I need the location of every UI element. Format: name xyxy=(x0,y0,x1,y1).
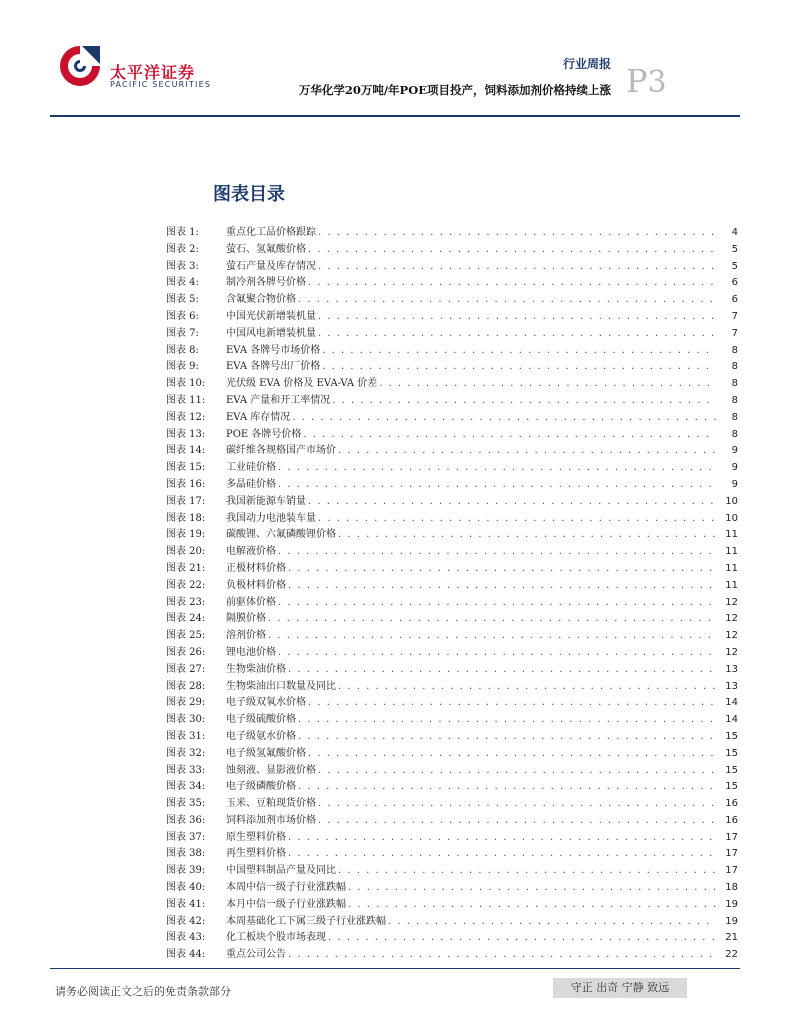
toc-leader-dots xyxy=(338,443,716,460)
toc-leader-dots xyxy=(268,628,716,645)
toc-item-label: 中国光伏新增装机量 xyxy=(226,310,316,322)
toc-item[interactable] xyxy=(166,343,738,360)
toc-item[interactable] xyxy=(166,947,738,964)
toc-item-label: 本周中信一级子行业涨跌幅 xyxy=(226,882,346,894)
toc-leader-dots xyxy=(322,343,716,360)
toc-item-label: 光伏级 EVA 价格及 EVA-VA 价差 xyxy=(226,378,378,390)
toc-item-label: EVA 库存情况 xyxy=(226,411,291,423)
toc-item[interactable] xyxy=(166,695,738,712)
toc-item[interactable] xyxy=(166,662,738,679)
toc-item-label: EVA 各牌号市场价格 xyxy=(226,344,321,356)
toc-leader-dots xyxy=(288,846,716,863)
toc-item[interactable] xyxy=(166,527,738,544)
toc-leader-dots xyxy=(308,275,716,292)
toc-item-page: 13 xyxy=(725,663,738,675)
toc-item-number: 图表 18: xyxy=(166,512,206,524)
toc-item-page: 12 xyxy=(725,613,738,625)
toc-item-number: 图表 31: xyxy=(166,730,206,742)
toc-item-number: 图表 2: xyxy=(166,243,199,255)
toc-item[interactable] xyxy=(166,494,738,511)
toc-item-number: 图表 29: xyxy=(166,697,206,709)
toc-item-label: 再生塑料价格 xyxy=(226,848,286,860)
toc-item-page: 9 xyxy=(731,478,738,490)
toc-leader-dots xyxy=(328,930,716,947)
toc-leader-dots xyxy=(332,393,716,410)
company-name-en: PACIFIC SECURITIES xyxy=(110,80,212,89)
toc-leader-dots xyxy=(318,813,716,830)
header-divider xyxy=(50,115,740,117)
toc-item-number: 图表 41: xyxy=(166,898,206,910)
toc-item-label: 本周基础化工下属三级子行业涨跌幅 xyxy=(226,915,386,927)
toc-item[interactable] xyxy=(166,460,738,477)
toc-item-label: POE 各牌号价格 xyxy=(226,428,302,440)
toc-item-label: 工业硅价格 xyxy=(226,462,276,474)
toc-item-number: 图表 15: xyxy=(166,462,206,474)
toc-leader-dots xyxy=(278,544,716,561)
toc-item-label: 化工板块个股市场表现 xyxy=(226,932,326,944)
toc-leader-dots xyxy=(322,359,716,376)
toc-item-label: 萤石产量及库存情况 xyxy=(226,260,316,272)
toc-leader-dots xyxy=(308,746,716,763)
toc-item[interactable] xyxy=(166,326,738,343)
toc-item-page: 7 xyxy=(731,327,738,339)
toc-item-label: 溶剂价格 xyxy=(226,630,266,642)
toc-item-number: 图表 5: xyxy=(166,294,199,306)
toc-item-label: 本月中信一级子行业涨跌幅 xyxy=(226,898,346,910)
toc-item[interactable] xyxy=(166,359,738,376)
page-header xyxy=(0,0,791,120)
toc-item-page: 6 xyxy=(731,294,738,306)
footer-disclaimer: 请务必阅读正文之后的免责条款部分 xyxy=(55,985,231,998)
toc-item-number: 图表 17: xyxy=(166,495,206,507)
toc-item[interactable] xyxy=(166,225,738,242)
toc-item[interactable] xyxy=(166,275,738,292)
toc-item[interactable] xyxy=(166,561,738,578)
toc-item-page: 4 xyxy=(731,227,738,238)
toc-item-number: 图表 33: xyxy=(166,764,206,776)
toc-item-label: 正极材料价格 xyxy=(226,562,286,574)
toc-item-number: 图表 20: xyxy=(166,546,206,558)
toc-item-page: 11 xyxy=(725,579,738,591)
toc-item[interactable] xyxy=(166,763,738,780)
toc-item-label: 碳纤维各规格国产市场价 xyxy=(226,445,336,457)
toc-leader-dots xyxy=(298,729,716,746)
toc-item-page: 22 xyxy=(725,949,738,961)
toc-leader-dots xyxy=(268,611,716,628)
toc-item-label: 锂电池价格 xyxy=(226,646,276,658)
footer-motto: 守正 出奇 宁静 致远 xyxy=(553,978,687,998)
toc-leader-dots xyxy=(308,242,716,259)
report-type: 行业周报 xyxy=(562,57,611,71)
pacific-securities-logo-icon xyxy=(58,44,102,88)
toc-leader-dots xyxy=(318,796,716,813)
toc-item-page: 14 xyxy=(725,697,738,709)
toc-item-label: 含氟聚合物价格 xyxy=(226,294,296,306)
toc-item[interactable] xyxy=(166,427,738,444)
toc-item-number: 图表 37: xyxy=(166,831,206,843)
toc-item-page: 10 xyxy=(725,512,738,524)
toc-item-page: 8 xyxy=(731,361,738,373)
toc-item-page: 12 xyxy=(725,596,738,608)
toc-item-page: 21 xyxy=(725,932,738,944)
toc-item-label: 生物柴油出口数量及同比 xyxy=(226,680,336,692)
toc-item-page: 17 xyxy=(725,831,738,843)
toc-item-number: 图表 7: xyxy=(166,327,199,339)
toc-item[interactable] xyxy=(166,813,738,830)
toc-item[interactable] xyxy=(166,779,738,796)
toc-item-number: 图表 27: xyxy=(166,663,206,675)
toc-item[interactable] xyxy=(166,930,738,947)
toc-item-page: 14 xyxy=(725,714,738,726)
toc-item-page: 17 xyxy=(725,865,738,877)
toc-item[interactable] xyxy=(166,511,738,528)
toc-item-page: 19 xyxy=(725,898,738,910)
toc-item-page: 12 xyxy=(725,646,738,658)
toc-item-page: 13 xyxy=(725,680,738,692)
report-title: 万华化学20万吨/年POE项目投产，饲料添加剂价格持续上涨 xyxy=(298,83,611,97)
toc-item[interactable] xyxy=(166,410,738,427)
toc-item-page: 11 xyxy=(725,562,738,574)
toc-item-label: 多晶硅价格 xyxy=(226,478,276,490)
toc-item-number: 图表 6: xyxy=(166,310,199,322)
toc-item-page: 15 xyxy=(725,781,738,793)
toc-leader-dots xyxy=(288,561,716,578)
toc-item-page: 8 xyxy=(731,428,738,440)
toc-item-label: 电子级双氧水价格 xyxy=(226,697,306,709)
toc-item-number: 图表 35: xyxy=(166,798,206,810)
toc-item[interactable] xyxy=(166,611,738,628)
toc-item[interactable] xyxy=(166,679,738,696)
toc-item-page: 11 xyxy=(725,529,738,541)
toc-item[interactable] xyxy=(166,393,738,410)
toc-item-page: 15 xyxy=(725,764,738,776)
toc-item[interactable] xyxy=(166,880,738,897)
toc-item-number: 图表 40: xyxy=(166,882,206,894)
toc-leader-dots xyxy=(318,326,716,343)
toc-item-label: 电子级硫酸价格 xyxy=(226,714,296,726)
toc-item-page: 9 xyxy=(731,462,738,474)
toc-item-number: 图表 3: xyxy=(166,260,199,272)
toc-item-label: 电子级氢氟酸价格 xyxy=(226,747,306,759)
toc-leader-dots xyxy=(318,259,716,276)
footer-divider xyxy=(50,968,740,969)
toc-item-number: 图表 30: xyxy=(166,714,206,726)
toc-item-page: 12 xyxy=(725,630,738,642)
toc-item-number: 图表 26: xyxy=(166,646,206,658)
toc-item-page: 9 xyxy=(731,445,738,457)
toc-item[interactable] xyxy=(166,796,738,813)
toc-item-page: 10 xyxy=(725,495,738,507)
toc-item-label: 原生塑料价格 xyxy=(226,831,286,843)
toc-item-number: 图表 1: xyxy=(166,227,199,238)
company-name-cn: 太平洋证券 xyxy=(110,63,196,82)
toc-item[interactable] xyxy=(166,914,738,931)
toc-leader-dots xyxy=(308,494,716,511)
toc-item-page: 19 xyxy=(725,915,738,927)
toc-item[interactable] xyxy=(166,830,738,847)
toc-item-number: 图表 25: xyxy=(166,630,206,642)
toc-item-label: EVA 各牌号出厂价格 xyxy=(226,361,321,373)
toc-item[interactable] xyxy=(166,376,738,393)
toc-item-number: 图表 21: xyxy=(166,562,206,574)
toc-leader-dots xyxy=(298,712,716,729)
toc-item-page: 7 xyxy=(731,310,738,322)
toc-item-number: 图表 19: xyxy=(166,529,206,541)
toc-item-number: 图表 9: xyxy=(166,361,199,373)
toc-item[interactable] xyxy=(166,595,738,612)
toc-item-label: 我国动力电池装车量 xyxy=(226,512,316,524)
toc-item[interactable] xyxy=(166,846,738,863)
toc-item-label: 我国新能源车销量 xyxy=(226,495,306,507)
toc-item-label: 电子级磷酸价格 xyxy=(226,781,296,793)
toc-item[interactable] xyxy=(166,863,738,880)
toc-item-label: 重点公司公告 xyxy=(226,949,286,961)
page-number xyxy=(626,62,667,100)
toc-item[interactable] xyxy=(166,259,738,276)
toc-item-number: 图表 8: xyxy=(166,344,199,356)
toc-leader-dots xyxy=(318,763,716,780)
toc-item-label: EVA 产量和开工率情况 xyxy=(226,394,331,406)
toc-item[interactable] xyxy=(166,309,738,326)
toc-item-number: 图表 42: xyxy=(166,915,206,927)
toc-item-number: 图表 28: xyxy=(166,680,206,692)
toc-item-number: 图表 38: xyxy=(166,848,206,860)
toc-item-page: 17 xyxy=(725,848,738,860)
toc-item-number: 图表 4: xyxy=(166,277,199,289)
toc-item[interactable] xyxy=(166,645,738,662)
toc-item-label: 饲料添加剂市场价格 xyxy=(226,814,316,826)
toc-item-label: 萤石、氢氟酸价格 xyxy=(226,243,306,255)
toc-item[interactable] xyxy=(166,544,738,561)
toc-leader-dots xyxy=(338,863,716,880)
toc-leader-dots xyxy=(338,527,716,544)
toc-item[interactable] xyxy=(166,477,738,494)
toc-leader-dots xyxy=(348,880,716,897)
toc-item-page: 16 xyxy=(725,798,738,810)
toc-item-page: 15 xyxy=(725,747,738,759)
toc-item-page: 5 xyxy=(731,260,738,272)
toc-leader-dots xyxy=(288,662,716,679)
toc-item-page: 6 xyxy=(731,277,738,289)
toc-item-label: 前驱体价格 xyxy=(226,596,276,608)
toc-item-label: 生物柴油价格 xyxy=(226,663,286,675)
toc-leader-dots xyxy=(303,427,716,444)
toc-leader-dots xyxy=(278,595,716,612)
toc-item[interactable] xyxy=(166,712,738,729)
toc-item[interactable] xyxy=(166,729,738,746)
toc-leader-dots xyxy=(318,225,716,242)
toc-item-label: 电子级氨水价格 xyxy=(226,730,296,742)
toc-item-page: 8 xyxy=(731,344,738,356)
toc-item-number: 图表 36: xyxy=(166,814,206,826)
toc-item-number: 图表 11: xyxy=(166,394,206,406)
toc-item-number: 图表 14: xyxy=(166,445,206,457)
toc-item-label: 中国风电新增装机量 xyxy=(226,327,316,339)
page-number-value: 3 xyxy=(647,65,667,100)
toc-item-label: 负极材料价格 xyxy=(226,579,286,591)
toc-list xyxy=(166,225,738,964)
toc-item-page: 8 xyxy=(731,394,738,406)
toc-item[interactable] xyxy=(166,242,738,259)
toc-item-number: 图表 10: xyxy=(166,378,206,390)
toc-item-label: 电解液价格 xyxy=(226,546,276,558)
toc-leader-dots xyxy=(292,410,716,427)
toc-item[interactable] xyxy=(166,897,738,914)
page-prefix: P xyxy=(626,62,648,100)
toc-leader-dots xyxy=(308,695,716,712)
toc-item-page: 18 xyxy=(725,882,738,894)
toc-item-number: 图表 43: xyxy=(166,932,206,944)
toc-item-page: 16 xyxy=(725,814,738,826)
toc-item-page: 8 xyxy=(731,411,738,423)
toc-item-label: 制冷剂各牌号价格 xyxy=(226,277,306,289)
toc-item-page: 15 xyxy=(725,730,738,742)
toc-leader-dots xyxy=(288,578,716,595)
toc-leader-dots xyxy=(298,779,716,796)
toc-leader-dots xyxy=(278,477,716,494)
toc-leader-dots xyxy=(388,914,716,931)
toc-item-number: 图表 23: xyxy=(166,596,206,608)
toc-leader-dots xyxy=(288,830,716,847)
toc-leader-dots xyxy=(318,511,716,528)
toc-item-label: 中国塑料制品产量及同比 xyxy=(226,865,336,877)
toc-leader-dots xyxy=(278,645,716,662)
toc-item[interactable] xyxy=(166,628,738,645)
toc-item-number: 图表 13: xyxy=(166,428,206,440)
toc-item-page: 8 xyxy=(731,378,738,390)
toc-item-label: 重点化工品价格跟踪 xyxy=(226,227,316,238)
toc-item-number: 图表 22: xyxy=(166,579,206,591)
toc-item[interactable] xyxy=(166,443,738,460)
toc-item-number: 图表 16: xyxy=(166,478,206,490)
toc-item-label: 玉米、豆粕现货价格 xyxy=(226,798,316,810)
toc-leader-dots xyxy=(318,309,716,326)
toc-item[interactable] xyxy=(166,746,738,763)
toc-item[interactable] xyxy=(166,578,738,595)
toc-item-number: 图表 44: xyxy=(166,949,206,961)
toc-item-number: 图表 12: xyxy=(166,411,206,423)
toc-leader-dots xyxy=(379,376,716,393)
toc-leader-dots xyxy=(288,947,716,964)
toc-leader-dots xyxy=(338,679,716,696)
toc-item[interactable] xyxy=(166,292,738,309)
toc-leader-dots xyxy=(278,460,716,477)
toc-leader-dots xyxy=(348,897,716,914)
toc-item-label: 蚀刻液、显影液价格 xyxy=(226,764,316,776)
toc-item-page: 11 xyxy=(725,546,738,558)
toc-item-number: 图表 32: xyxy=(166,747,206,759)
toc-item-page: 5 xyxy=(731,243,738,255)
toc-leader-dots xyxy=(298,292,716,309)
toc-item-number: 图表 39: xyxy=(166,865,206,877)
toc-item-number: 图表 34: xyxy=(166,781,206,793)
toc-item-number: 图表 24: xyxy=(166,613,206,625)
toc-item-label: 隔膜价格 xyxy=(226,613,266,625)
toc-title: 图表目录 xyxy=(213,184,285,205)
toc-item-label: 碳酸锂、六氟磷酸锂价格 xyxy=(226,529,336,541)
